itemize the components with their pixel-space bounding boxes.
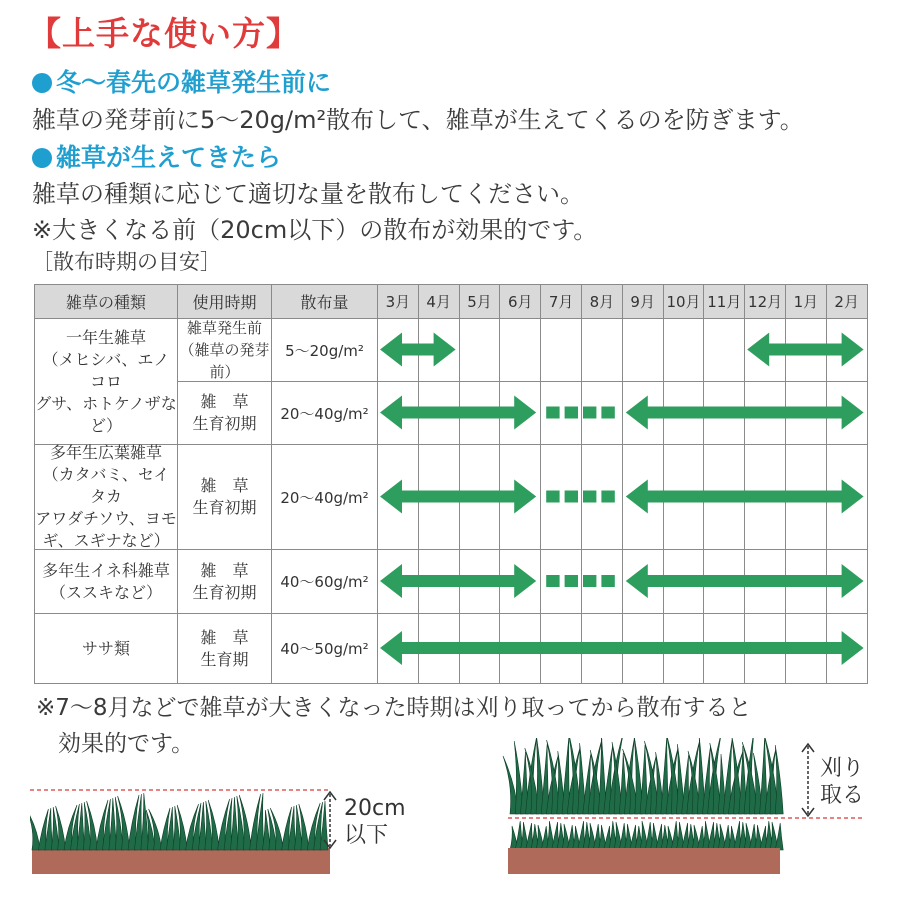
header-month: 7月 [540,284,582,319]
weed-kind-line: 多年生イネ科雑草 [42,560,170,580]
usage-period-line: 雑 草 [200,476,249,495]
bullet-icon [32,73,52,93]
cut-label-1: 刈り [820,756,865,781]
header-month: 5月 [459,284,501,319]
amount-cell: 40～60g/m² [271,549,378,614]
dashed-segment [583,491,596,503]
spray-arrow [380,333,456,367]
spray-arrow [380,480,536,514]
height-label-1: 20cm [344,796,406,821]
weed-kind-line: ササ類 [81,638,130,658]
header-month: 11月 [703,284,745,319]
tall-grass-blades [503,738,783,814]
grass-blade [30,810,40,850]
header-month: 9月 [622,284,664,319]
dashed-segment [546,491,559,503]
bullet-icon [32,148,52,168]
section2-text2: ※大きくなる前（20cm以下）の散布が効果的です。 [32,216,598,244]
weed-kind-line: グサ、ホトケノザなど） [35,393,177,435]
usage-period-line: （雑草の発芽前） [179,341,270,381]
grass-blade [775,745,783,814]
section2-text1: 雑草の種類に応じて適切な量を散布してください。 [32,180,584,208]
amount-cell: 20～40g/m² [271,381,378,445]
spray-arrow [626,396,864,430]
grass-blades [30,793,328,850]
header-month: 1月 [785,284,827,319]
spray-arrow [626,480,864,514]
usage-period-line: 生育初期 [192,582,257,602]
usage-period-line: 生育期 [200,649,249,669]
header-month: 8月 [581,284,623,319]
weed-kind-line: （カタバミ、セイタカ [42,465,170,506]
spray-arrow [380,564,536,598]
cut-label-2: 取る [820,783,865,808]
weed-kind-line: アワダチソウ、ヨモ [35,509,177,528]
dashed-segment [583,407,596,419]
dashed-segment [565,575,578,587]
spray-arrow [380,631,864,665]
header-month: 6月 [499,284,541,319]
schedule-title: ［散布時期の目安］ [32,250,221,274]
weed-kind-line: （メヒシバ、エノコロ [42,349,170,391]
dashed-segment [601,407,614,419]
usage-period-line: 雑 草 [200,392,249,411]
dashed-segment [565,407,578,419]
section2-heading-text: 雑草が生えてきたら [56,143,282,172]
footnote-line1: ※7～8月などで雑草が大きくなった時期は刈り取ってから散布すると [36,695,752,721]
schedule-table [34,284,867,683]
section1-heading-text: 冬～春先の雑草発生前に [56,68,332,97]
dashed-segment [601,491,614,503]
amount-cell: 40～50g/m² [271,613,378,684]
dashed-segment [546,407,559,419]
weed-kind-line: （ススキなど） [49,582,162,602]
dashed-segment [601,575,614,587]
soil [508,848,780,874]
soil [32,848,330,874]
usage-period-line: 雑 草 [200,627,249,647]
dashed-segment [546,575,559,587]
height-arrow-icon [320,790,340,850]
spray-arrow [626,564,864,598]
header-amount: 散布量 [271,284,378,319]
usage-period-line: 生育初期 [192,498,257,517]
usage-period-line: 雑 草 [200,560,249,580]
cut-arrow-icon [798,742,818,818]
grass-blade [775,823,783,850]
weed-kind-line: ギ、スギナなど） [42,531,170,550]
header-month: 3月 [377,284,419,319]
header-month: 4月 [418,284,460,319]
header-month: 12月 [744,284,786,319]
section2-heading [32,138,281,174]
amount-cell: 5～20g/m² [271,318,378,382]
page-title: 【上手な使い方】 [28,14,300,53]
usage-period-line: 生育初期 [192,414,257,433]
dashed-segment [565,491,578,503]
footnote-line2: 効果的です。 [58,731,195,757]
header-month: 2月 [826,284,868,319]
grass-blade [141,793,149,850]
header-month: 10月 [663,284,705,319]
header-kind: 雑草の種類 [34,284,178,319]
spray-arrow [747,333,863,367]
section1-text: 雑草の発芽前に5～20g/m²散布して、雑草が生えてくるのを防ぎます。 [32,106,804,134]
section1-heading [32,63,331,99]
amount-cell: 20～40g/m² [271,444,378,550]
height-label-2: 以下 [344,823,389,848]
schedule-arrows [34,284,869,685]
header-period: 使用時期 [177,284,272,319]
dashed-segment [583,575,596,587]
weed-kind-line: 一年生雑草 [65,327,146,347]
weed-kind-line: 多年生広葉雑草 [49,443,162,462]
short-grass-illustration [30,784,335,876]
cut-grass-blades [510,821,783,850]
usage-period-line: 雑草発生前 [186,319,262,337]
spray-arrow [380,396,536,430]
